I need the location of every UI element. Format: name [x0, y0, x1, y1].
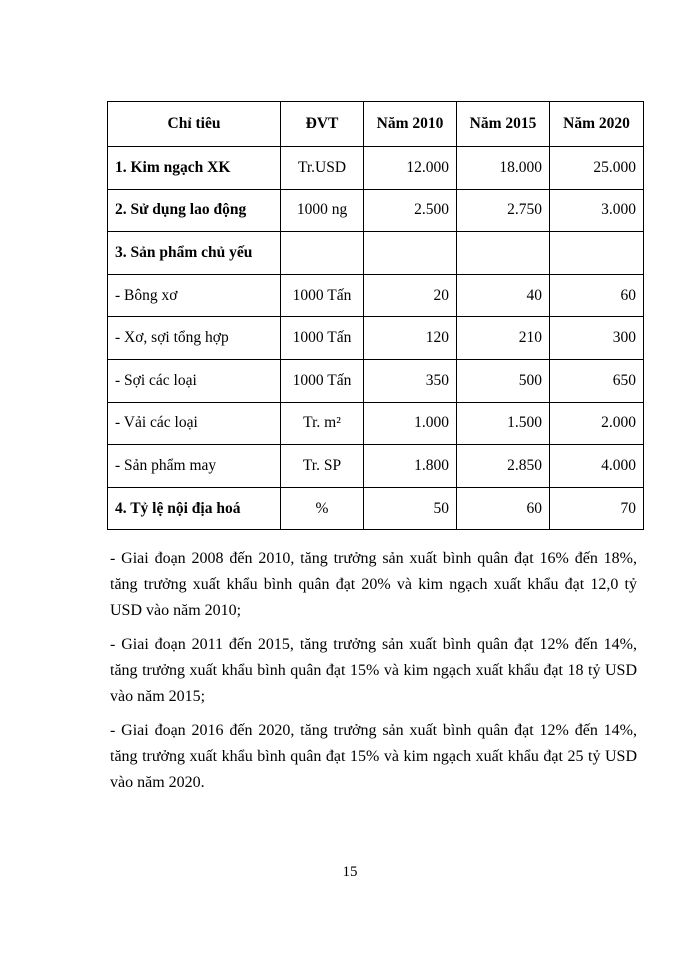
- value-2015-cell: 210: [457, 317, 550, 360]
- value-2020-cell: 60: [550, 274, 644, 317]
- value-2015-cell: 2.850: [457, 445, 550, 488]
- unit-cell: Tr. m²: [281, 402, 364, 445]
- paragraph-2016-2020: - Giai đoạn 2016 đến 2020, tăng trưởng sản xuất bình quân đạt 12% đến 14%, tăng trưởng xuất khẩu bình quân đạt 15% và kim ngạch xuất khẩu đạt 25 tỷ USD vào năm 2020.: [110, 722, 637, 791]
- value-2010-cell: [364, 232, 457, 275]
- value-2015-cell: [457, 232, 550, 275]
- table-row: [108, 147, 644, 190]
- unit-cell: %: [281, 487, 364, 530]
- value-2010-cell: 50: [364, 487, 457, 530]
- value-2015-cell: 500: [457, 359, 550, 402]
- header-unit: ĐVT: [281, 102, 364, 147]
- value-2020-cell: 650: [550, 359, 644, 402]
- body-text: [110, 546, 637, 804]
- table-row: [108, 487, 644, 530]
- unit-cell: 1000 Tấn: [281, 359, 364, 402]
- paragraph-2008-2010: - Giai đoạn 2008 đến 2010, tăng trưởng sản xuất bình quân đạt 16% đến 18%, tăng trưởng xuất khẩu bình quân đạt 20% và kim ngạch xuất khẩu đạt 12,0 tỷ USD vào năm 2010;: [110, 550, 637, 619]
- value-2010-cell: 1.000: [364, 402, 457, 445]
- indicator-cell: 3. Sản phẩm chủ yếu: [108, 232, 281, 275]
- indicator-cell: - Vải các loại: [108, 402, 281, 445]
- value-2020-cell: 70: [550, 487, 644, 530]
- indicator-cell: 4. Tỷ lệ nội địa hoá: [108, 487, 281, 530]
- value-2020-cell: 4.000: [550, 445, 644, 488]
- header-indicator: Chỉ tiêu: [108, 102, 281, 147]
- value-2010-cell: 120: [364, 317, 457, 360]
- table-header-row: [108, 102, 644, 147]
- value-2015-cell: 1.500: [457, 402, 550, 445]
- unit-cell: 1000 Tấn: [281, 274, 364, 317]
- unit-cell: 1000 ng: [281, 189, 364, 232]
- table-row: [108, 445, 644, 488]
- value-2010-cell: 1.800: [364, 445, 457, 488]
- value-2015-cell: 2.750: [457, 189, 550, 232]
- value-2015-cell: 18.000: [457, 147, 550, 190]
- value-2020-cell: 3.000: [550, 189, 644, 232]
- value-2010-cell: 12.000: [364, 147, 457, 190]
- table-row: [108, 359, 644, 402]
- header-year-2020: Năm 2020: [550, 102, 644, 147]
- value-2020-cell: 300: [550, 317, 644, 360]
- value-2020-cell: 25.000: [550, 147, 644, 190]
- page-number: 15: [342, 864, 358, 880]
- value-2010-cell: 350: [364, 359, 457, 402]
- value-2010-cell: 2.500: [364, 189, 457, 232]
- value-2015-cell: 60: [457, 487, 550, 530]
- indicator-cell: 2. Sử dụng lao động: [108, 189, 281, 232]
- table-row: [108, 402, 644, 445]
- table-row: [108, 274, 644, 317]
- value-2020-cell: 2.000: [550, 402, 644, 445]
- indicator-cell: - Xơ, sợi tổng hợp: [108, 317, 281, 360]
- table-row: [108, 232, 644, 275]
- indicator-cell: - Bông xơ: [108, 274, 281, 317]
- paragraph-2011-2015: - Giai đoạn 2011 đến 2015, tăng trưởng sản xuất bình quân đạt 12% đến 14%, tăng trưởng xuất khẩu bình quân đạt 15% và kim ngạch xuất khẩu đạt 18 tỷ USD vào năm 2015;: [110, 636, 637, 705]
- header-year-2010: Năm 2010: [364, 102, 457, 147]
- unit-cell: Tr. SP: [281, 445, 364, 488]
- unit-cell: [281, 232, 364, 275]
- indicator-cell: - Sợi các loại: [108, 359, 281, 402]
- unit-cell: Tr.USD: [281, 147, 364, 190]
- value-2015-cell: 40: [457, 274, 550, 317]
- value-2010-cell: 20: [364, 274, 457, 317]
- value-2020-cell: [550, 232, 644, 275]
- table-row: [108, 189, 644, 232]
- table-row: [108, 317, 644, 360]
- header-year-2015: Năm 2015: [457, 102, 550, 147]
- unit-cell: 1000 Tấn: [281, 317, 364, 360]
- indicator-cell: 1. Kim ngạch XK: [108, 147, 281, 190]
- targets-table: [107, 101, 644, 530]
- indicator-cell: - Sản phẩm may: [108, 445, 281, 488]
